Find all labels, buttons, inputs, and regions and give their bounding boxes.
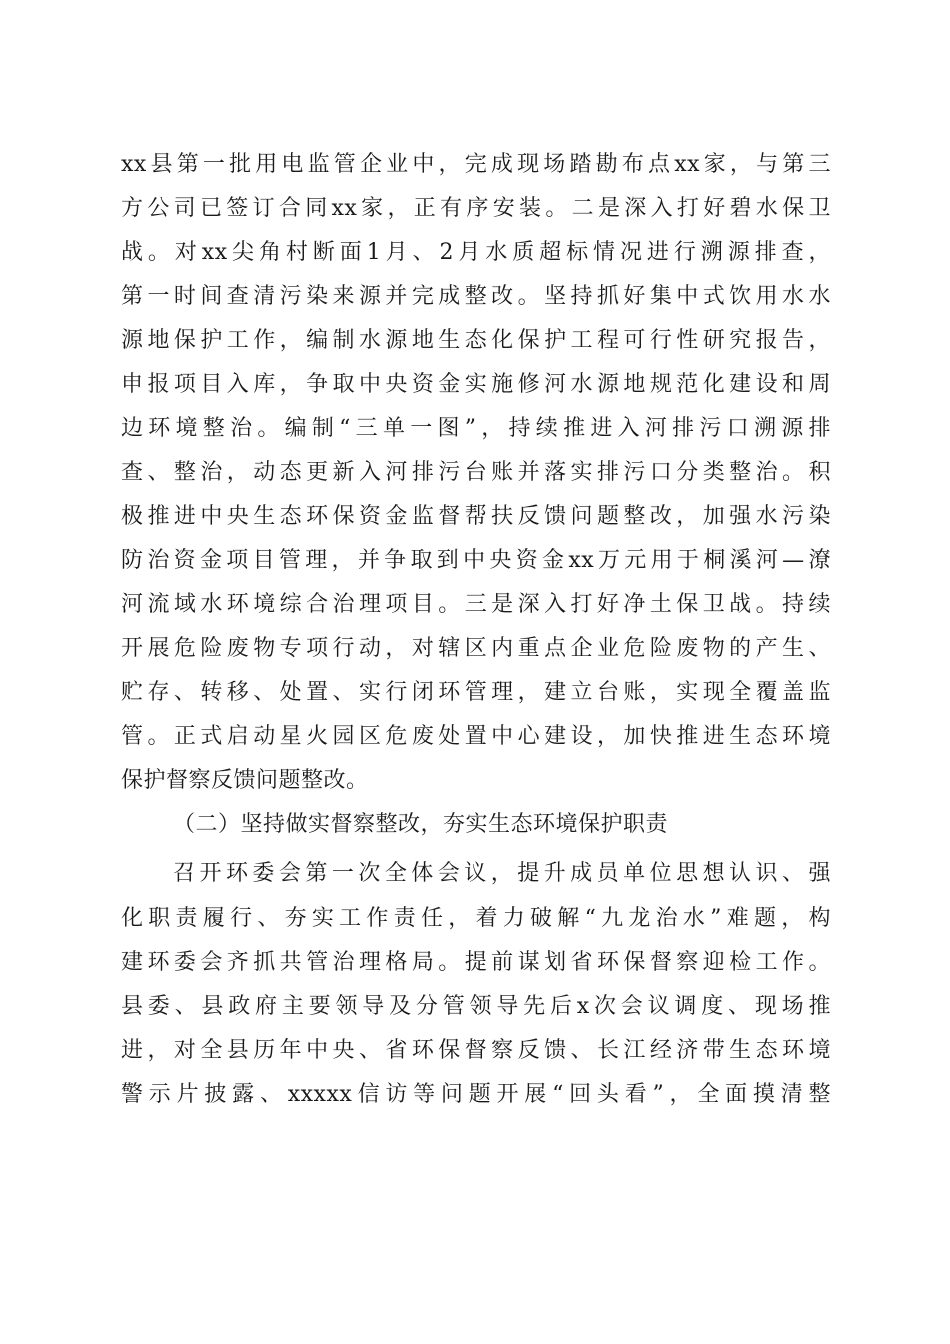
paragraph-1-line-14: 管。正式启动星火园区危废处置中心建设，加快推进生态环境	[121, 724, 831, 749]
paragraph-2-line-2: 化职责履行、夯实工作责任，着力破解“九龙治水”难题，构	[121, 906, 831, 931]
paragraph-1-line-15: 保护督察反馈问题整改。	[121, 768, 369, 793]
paragraph-1-line-12: 开展危险废物专项行动，对辖区内重点企业危险废物的产生、	[121, 636, 831, 661]
paragraph-2-line-5: 进，对全县历年中央、省环保督察反馈、长江经济带生态环境	[121, 1038, 831, 1063]
paragraph-1-line-9: 极推进中央生态环保资金监督帮扶反馈问题整改，加强水污染	[121, 504, 831, 529]
paragraph-1-line-1: xx县第一批用电监管企业中，完成现场踏勘布点xx家，与第三	[121, 152, 831, 177]
paragraph-1-line-4: 第一时间查清污染来源并完成整改。坚持抓好集中式饮用水水	[121, 284, 831, 309]
paragraph-2-line-4: 县委、县政府主要领导及分管领导先后x次会议调度、现场推	[121, 994, 831, 1019]
paragraph-1-line-6: 申报项目入库，争取中央资金实施修河水源地规范化建设和周	[121, 372, 831, 397]
paragraph-2-line-1: 召开环委会第一次全体会议，提升成员单位思想认识、强	[173, 861, 831, 886]
paragraph-1-line-3: 战。对xx尖角村断面1月、2月水质超标情况进行溯源排查，	[121, 240, 831, 265]
paragraph-2-line-3: 建环委会齐抓共管治理格局。提前谋划省环保督察迎检工作。	[121, 950, 831, 975]
paragraph-1-line-7: 边环境整治。编制“三单一图”，持续推进入河排污口溯源排	[121, 416, 831, 441]
section-heading: （二）坚持做实督察整改，夯实生态环境保护职责	[173, 812, 669, 837]
paragraph-1-line-13: 贮存、转移、处置、实行闭环管理，建立台账，实现全覆盖监	[121, 680, 831, 705]
paragraph-1-line-11: 河流域水环境综合治理项目。三是深入打好净土保卫战。持续	[121, 592, 831, 617]
paragraph-1-line-10: 防治资金项目管理，并争取到中央资金xx万元用于桐溪河—潦	[121, 548, 831, 573]
paragraph-2-line-6: 警示片披露、xxxxx信访等问题开展“回头看”，全面摸清整	[121, 1082, 831, 1107]
paragraph-1-line-2: 方公司已签订合同xx家，正有序安装。二是深入打好碧水保卫	[121, 196, 831, 221]
paragraph-1-line-8: 查、整治，动态更新入河排污台账并落实排污口分类整治。积	[121, 460, 831, 485]
paragraph-1-line-5: 源地保护工作，编制水源地生态化保护工程可行性研究报告，	[121, 328, 831, 353]
